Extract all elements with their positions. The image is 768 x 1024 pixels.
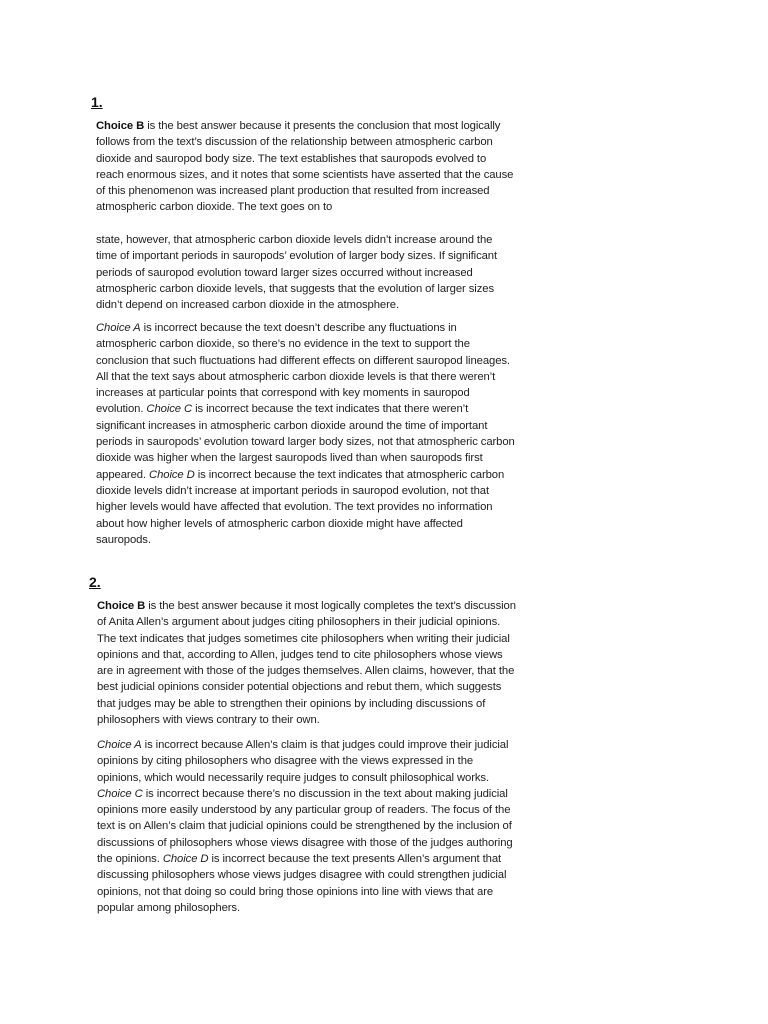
q1-choice-a-label: Choice A <box>96 322 141 334</box>
q1-choice-c-label: Choice C <box>146 403 193 416</box>
q2-choice-c-label: Choice C <box>97 787 143 800</box>
q2-choice-c-text: is incorrect because there’s no discussion in the text about making judicial opinions more easily understood by any particular group of readers. The focus of the text is on Allen’s claim that judicial opinions could be strengthened by the inclusion of discussions of philosophers whose views disagree with those of the judges authoring the opinions. <box>97 787 513 866</box>
q1-choice-a-text: is incorrect because the text doesn’t describe any fluctuations in atmospheric carbon dioxide, so there’s no evidence in the text to support the conclusion that such fluctuations had different effects on different sauropod lineages. All that the text says about atmospheric carbon dioxide levels is that there weren’t increases at particular points that correspond with key moments in sauropod evolution. <box>96 322 510 416</box>
q2-choice-a-text: is incorrect because Allen’s claim is that judges could improve their judicial opinions by citing philosophers who disagree with the views expressed in the opinions, which would necessarily require judges to consult philosophical works. <box>97 739 509 784</box>
q1-choice-b-text: is the best answer because it presents the conclusion that most logically follows from the text’s discussion of the relationship between atmospheric carbon dioxide and sauropod body size. The text establishes that sauropods evolved to reach enormous sizes, and it notes that some scientists have asserted that the cause of this phenomenon was increased plant production that resulted from increased atmospheric carbon dioxide. The text goes on to <box>96 120 514 214</box>
q1-choice-b-label: Choice B <box>96 120 145 132</box>
q1-explanation-incorrect <box>96 320 516 548</box>
question-2-number: 2. <box>89 574 101 590</box>
q2-choice-b-text: is the best answer because it most logically completes the text’s discussion of Anita Allen’s argument about judges citing philosophers in their judicial opinions. The text indicates that judges sometimes cite philosophers when writing their judicial opinions and that, according to Allen, judges tend to cite philosophers whose views are in agreement with those of the judges themselves. Allen claims, however, that the best judicial opinions consider potential objections and rebut them, which suggests that judges may be able to strengthen their opinions by including discussions of philosophers with views contrary to their own. <box>97 600 516 727</box>
q2-explanation-correct <box>97 598 519 728</box>
q2-choice-d-text: is incorrect because the text presents Allen’s argument that discussing philosophers whose views judges disagree with could strengthen judicial opinions, not that doing so could bring those opinions into line with views that are popular among philosophers. <box>97 853 507 914</box>
q1-choice-d-text: is incorrect because the text indicates that atmospheric carbon dioxide levels didn’t increase at important periods in sauropod evolution, not that higher levels would have affected that evolution. The text provides no information about how higher levels of atmospheric carbon dioxide might have affected sauropods. <box>96 468 505 546</box>
q1-choice-c-text: is incorrect because the text indicates that there weren’t significant increases in atmospheric carbon dioxide around the time of important periods in sauropods’ evolution toward larger body sizes, not that atmospheric carbon dioxide was higher when the largest sauropods lived than when sauropods first appeared. <box>96 403 515 481</box>
q2-choice-d-label: Choice D <box>162 853 209 866</box>
q1-explanation-continued: state, however, that atmospheric carbon dioxide levels didn’t increase around the time of important periods in sauropods’ evolution of larger body sizes. If significant periods of sauropod evolution toward larger sizes occurred without increased atmospheric carbon dioxide levels, that suggests that the evolution of larger sizes didn’t depend on increased carbon dioxide in the atmosphere. <box>96 234 498 312</box>
q1-choice-d-label: Choice D <box>149 468 195 481</box>
q1-explanation-correct <box>96 118 516 216</box>
question-1-number: 1. <box>91 94 103 110</box>
q2-choice-a-label: Choice A <box>97 739 142 751</box>
q2-choice-b-label: Choice B <box>97 600 146 612</box>
q2-explanation-incorrect <box>97 737 519 916</box>
